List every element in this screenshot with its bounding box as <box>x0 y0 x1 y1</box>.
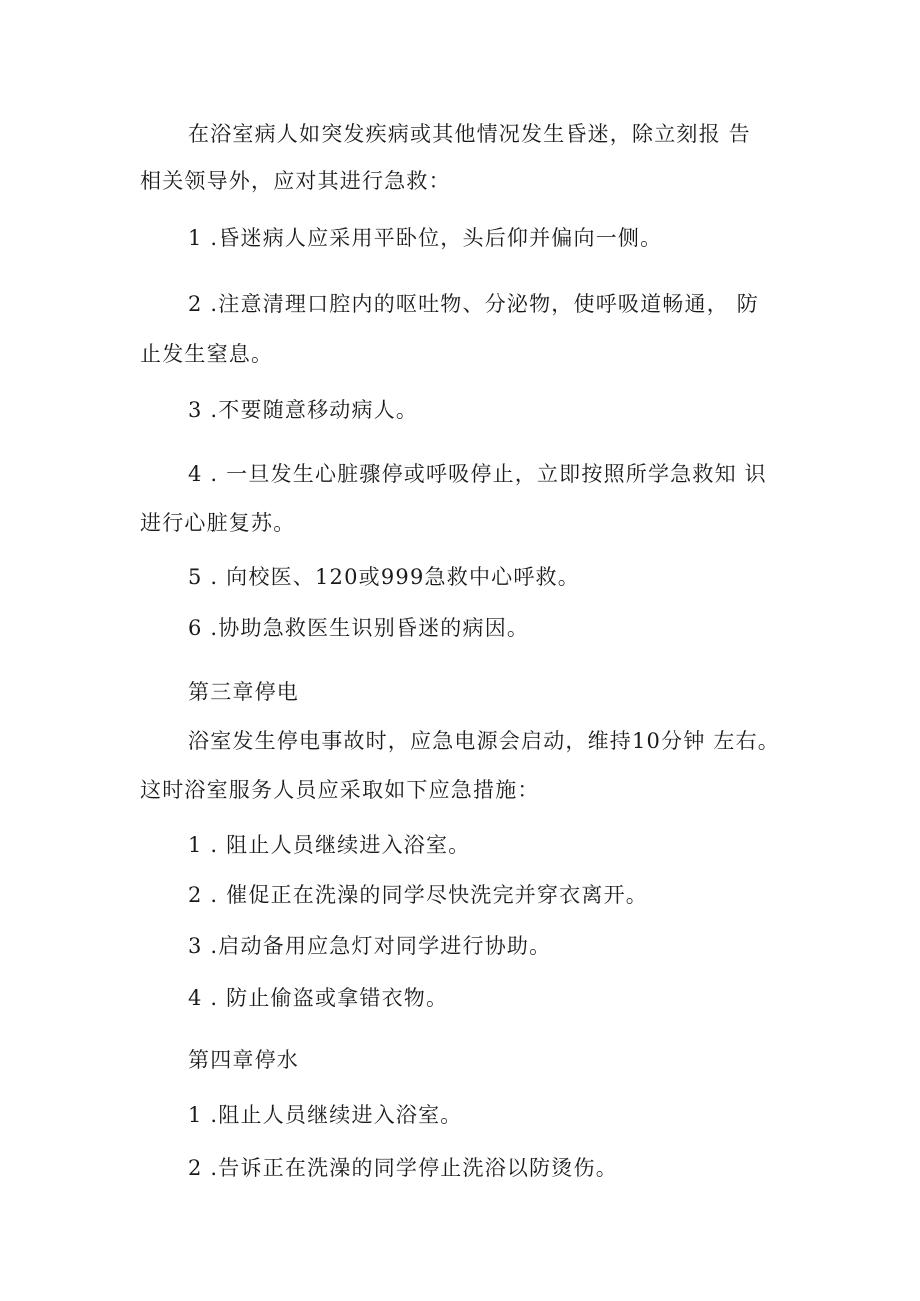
paragraph-intro-line-2: 相关领导外，应对其进行急救： <box>140 169 451 193</box>
list-item-4-line-2: 进行心脏复苏。 <box>140 511 296 535</box>
paragraph-power-line-2: 这时浴室服务人员应采取如下应急措施： <box>140 778 540 802</box>
list-item-2-line-2: 止发生窒息。 <box>140 342 274 366</box>
water-item-2: 2 .告诉正在洗澡的同学停止洗浴以防烫伤。 <box>188 1156 618 1180</box>
chapter-4-heading: 第四章停水 <box>188 1048 299 1072</box>
power-item-3: 3 .启动备用应急灯对同学进行协助。 <box>188 934 552 958</box>
list-item-2-line-1: 2 .注意清理口腔内的呕吐物、分泌物，使呼吸道畅通， 防 <box>188 292 759 316</box>
paragraph-power-line-1: 浴室发生停电事故时，应急电源会启动，维持10分钟 左右。 <box>188 729 780 753</box>
list-item-5: 5 . 向校医、120或999急救中心呼救。 <box>188 565 580 589</box>
list-item-4-line-1: 4 . 一旦发生心脏骤停或呼吸停止，立即按照所学急救知 识 <box>188 462 767 486</box>
power-item-4: 4 . 防止偷盗或拿错衣物。 <box>188 986 449 1010</box>
power-item-1: 1 . 阻止人员继续进入浴室。 <box>188 833 471 857</box>
paragraph-intro-line-1: 在浴室病人如突发疾病或其他情况发生昏迷，除立刻报 告 <box>188 122 751 146</box>
list-item-6: 6 .协助急救医生识别昏迷的病因。 <box>188 616 530 640</box>
chapter-3-heading: 第三章停电 <box>188 680 299 704</box>
water-item-1: 1 .阻止人员继续进入浴室。 <box>188 1103 463 1127</box>
list-item-1: 1 .昏迷病人应采用平卧位，头后仰并偏向一侧。 <box>188 226 663 250</box>
list-item-3: 3 .不要随意移动病人。 <box>188 398 419 422</box>
power-item-2: 2 . 催促正在洗澡的同学尽快洗完并穿衣离开。 <box>188 883 648 907</box>
